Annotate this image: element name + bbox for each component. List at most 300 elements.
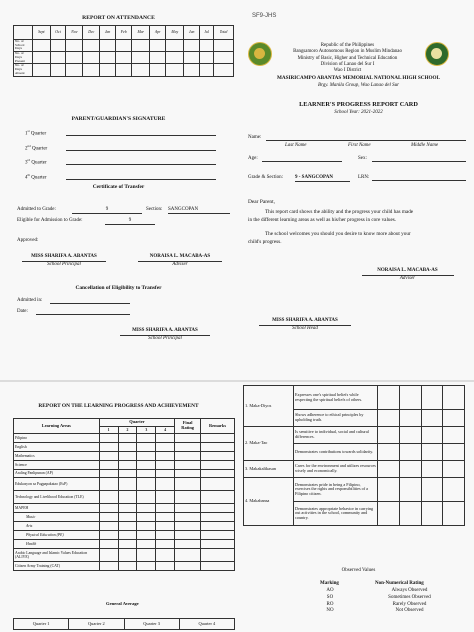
grade-cell[interactable] (118, 548, 137, 561)
attendance-cell[interactable] (132, 52, 150, 64)
grade-cell[interactable] (175, 478, 201, 491)
quarter-number: 4 (25, 175, 28, 181)
approved-label: Approved: (17, 238, 39, 243)
grades-body (14, 434, 235, 571)
subject-name: Science (14, 460, 100, 469)
grades-table (13, 418, 235, 571)
grade-cell[interactable] (99, 434, 118, 443)
attendance-cell[interactable] (33, 40, 51, 52)
grade-cell[interactable] (201, 451, 235, 460)
grade-cell[interactable] (137, 513, 156, 522)
value-rating-cell[interactable] (399, 386, 421, 410)
attendance-month-11: Total (214, 26, 234, 40)
attendance-cell[interactable] (66, 64, 83, 76)
subject-row (14, 460, 235, 469)
attendance-cell[interactable] (100, 52, 116, 64)
grade-cell[interactable] (156, 451, 175, 460)
quarter-col-3: 3 (137, 427, 156, 434)
grade-cell[interactable] (99, 451, 118, 460)
cancellation-principal-name: MISS SHARIFA A. ABANTAS (132, 328, 198, 333)
quarter-number: 2 (25, 146, 28, 152)
grade-cell[interactable] (156, 504, 175, 513)
grade-cell[interactable] (99, 540, 118, 549)
admitted-grade-value: 9 (72, 207, 142, 214)
attendance-row-label: No. of Days Absent (14, 64, 33, 76)
grade-cell[interactable] (201, 522, 235, 531)
cancellation-title: Cancellation of Eligibility to Transfer (75, 285, 162, 291)
legend-rating: Sometimes Observed (388, 594, 431, 600)
letter-p2-line2: child's progress. (248, 239, 282, 245)
grade-cell[interactable] (201, 540, 235, 549)
grade-cell[interactable] (201, 434, 235, 443)
grade-cell[interactable] (118, 522, 137, 531)
school-year: School Year: 2021-2022 (334, 110, 383, 115)
signature-quarter-1 (25, 130, 46, 137)
attendance-cell[interactable] (132, 40, 150, 52)
header-line-2: Bangsamoro Autonomous Region in Muslim Mindanao (293, 49, 402, 55)
grade-cell[interactable] (137, 460, 156, 469)
attendance-month-7: Apr (150, 26, 166, 40)
grade-cell[interactable] (175, 504, 201, 513)
header-line-4: Division of Lanao del Sur I (320, 61, 375, 67)
attendance-cell[interactable] (33, 52, 51, 64)
value-rating-cell[interactable] (399, 461, 421, 478)
quarter-suffix: th (27, 172, 30, 177)
attendance-cell[interactable] (200, 64, 214, 76)
subject-row (14, 561, 235, 570)
grade-cell[interactable] (175, 469, 201, 478)
lrn-line (372, 180, 466, 181)
signature-quarter-2 (25, 145, 47, 152)
letter-adviser-title: Adviser (399, 276, 416, 281)
legend-rating: Always Observed (391, 588, 428, 593)
grade-cell[interactable] (175, 540, 201, 549)
value-rating-cell[interactable] (421, 502, 443, 526)
attendance-corner (14, 26, 33, 40)
value-rating-cell[interactable] (399, 478, 421, 502)
grade-cell[interactable] (137, 561, 156, 570)
subject-name: Citizen Army Training (CAT) (14, 561, 100, 570)
attendance-cell[interactable] (200, 52, 214, 64)
attendance-row-label: No. of School Days (14, 40, 33, 52)
signature-quarter-4 (25, 174, 47, 181)
grade-cell[interactable] (175, 513, 201, 522)
subject-row (14, 540, 235, 549)
value-rating-cell[interactable] (443, 502, 465, 526)
grade-cell[interactable] (118, 478, 137, 491)
subject-row (14, 504, 235, 513)
signature-title: PARENT/GUARDIAN'S SIGNATURE (71, 116, 166, 122)
grade-cell[interactable] (137, 451, 156, 460)
value-rating-cell[interactable] (443, 461, 465, 478)
value-rating-cell[interactable] (421, 461, 443, 478)
attendance-cell[interactable] (100, 64, 116, 76)
value-rating-cell[interactable] (378, 478, 400, 502)
attendance-row (14, 40, 234, 52)
core-value-name: 2. Maka-Tao (244, 427, 294, 461)
grade-cell[interactable] (156, 491, 175, 504)
grade-cell[interactable] (118, 513, 137, 522)
grade-cell[interactable] (118, 451, 137, 460)
subject-name: Filipino (14, 434, 100, 443)
grade-cell[interactable] (137, 442, 156, 451)
value-rating-cell[interactable] (378, 427, 400, 444)
signature-line[interactable] (66, 179, 216, 180)
grade-cell[interactable] (137, 478, 156, 491)
attendance-table (13, 25, 234, 77)
quarter-number: 1 (25, 131, 28, 137)
subject-name: Araling Panlipunan (AP) (14, 469, 100, 478)
subject-name: Physical Education (PE) (14, 531, 100, 540)
quarter-label: Quarter (31, 146, 48, 152)
grade-cell[interactable] (156, 531, 175, 540)
first-name-caption: First Name (348, 143, 371, 148)
attendance-cell[interactable] (214, 64, 234, 76)
grade-cell[interactable] (156, 469, 175, 478)
admitted-in-line (50, 303, 130, 304)
remarks-header: Remarks (201, 419, 235, 434)
value-rating-cell[interactable] (421, 427, 443, 444)
grade-cell[interactable] (99, 469, 118, 478)
grade-cell[interactable] (175, 451, 201, 460)
grade-cell[interactable] (99, 442, 118, 451)
subject-name: Edukasyon sa Pagpapakatao (EsP) (14, 478, 100, 491)
sex-label: Sex: (358, 156, 367, 161)
signature-line[interactable] (66, 135, 216, 136)
grade-cell[interactable] (118, 531, 137, 540)
eligible-grade-value: 9 (105, 218, 155, 225)
grade-cell[interactable] (99, 561, 118, 570)
grade-cell[interactable] (201, 491, 235, 504)
card-title: LEARNER'S PROGRESS REPORT CARD (299, 101, 418, 108)
grade-cell[interactable] (156, 434, 175, 443)
value-rating-cell[interactable] (443, 478, 465, 502)
grade-cell[interactable] (156, 561, 175, 570)
attendance-row (14, 52, 234, 64)
attendance-month-1: Oct (50, 26, 66, 40)
value-rating-cell[interactable] (399, 410, 421, 427)
form-code: SF9-JHS (252, 13, 277, 19)
grade-cell[interactable] (156, 540, 175, 549)
cancellation-principal-title: School Principal (148, 336, 182, 341)
value-rating-cell[interactable] (421, 386, 443, 410)
letter-adviser-name: NORAISA L. MACABA-AS (377, 268, 438, 273)
letter-head-name: MISS SHARIFA A. ABANTAS (272, 318, 338, 323)
grade-cell[interactable] (175, 434, 201, 443)
grade-cell[interactable] (201, 548, 235, 561)
attendance-cell[interactable] (214, 52, 234, 64)
grade-cell[interactable] (118, 491, 137, 504)
subject-name: Arabic Language and Islamic Values Education (ALIVE) (14, 548, 100, 561)
value-rating-cell[interactable] (443, 410, 465, 427)
value-rating-cell[interactable] (443, 427, 465, 444)
grade-cell[interactable] (156, 478, 175, 491)
section-label: Section: (146, 207, 163, 212)
attendance-month-8: May (166, 26, 184, 40)
grade-cell[interactable] (156, 513, 175, 522)
attendance-cell[interactable] (166, 64, 184, 76)
value-rating-cell[interactable] (378, 461, 400, 478)
attendance-cell[interactable] (100, 40, 116, 52)
attendance-title: REPORT ON ATTENDANCE (82, 15, 155, 21)
attendance-cell[interactable] (115, 64, 132, 76)
age-label: Age: (248, 156, 258, 161)
transfer-principal-name: MISS SHARIFA A. ABANTAS (31, 254, 97, 259)
behavior-statement: Is sensitive to individual, social and cultural differences. (294, 427, 378, 444)
signature-quarter-3 (25, 159, 47, 166)
core-value-row (244, 478, 465, 502)
sex-line (372, 161, 466, 162)
grade-cell[interactable] (201, 478, 235, 491)
grade-cell[interactable] (118, 561, 137, 570)
attendance-month-3: Dec (83, 26, 100, 40)
age-line (262, 161, 342, 162)
grade-cell[interactable] (175, 531, 201, 540)
name-label: Name: (248, 135, 262, 140)
signature-line[interactable] (66, 150, 216, 151)
grade-cell[interactable] (137, 522, 156, 531)
grade-cell[interactable] (99, 491, 118, 504)
grade-cell[interactable] (99, 522, 118, 531)
attendance-month-2: Nov (66, 26, 83, 40)
rating-header: Non-Numerical Rating (375, 581, 424, 586)
grade-cell[interactable] (99, 548, 118, 561)
value-rating-cell[interactable] (399, 444, 421, 461)
attendance-cell[interactable] (184, 52, 200, 64)
grade-cell[interactable] (137, 548, 156, 561)
grade-cell[interactable] (99, 504, 118, 513)
grades-title: REPORT ON THE LEARNING PROGRESS AND ACHIEVEMENT (38, 403, 199, 409)
transfer-adviser-name: NORAISA L. MACABA-AS (149, 254, 211, 259)
core-values-body (244, 386, 465, 526)
attendance-month-0: Sept (33, 26, 51, 40)
attendance-row-label: No. of Days Present (14, 52, 33, 64)
transfer-title: Certificate of Transfer (92, 184, 145, 190)
attendance-cell[interactable] (184, 40, 200, 52)
legend-mark: AO (326, 588, 334, 593)
subject-row (14, 469, 235, 478)
footer-quarter-4: Quarter 4 (179, 619, 234, 630)
grade-cell[interactable] (201, 504, 235, 513)
school-seal-icon (425, 42, 449, 66)
quarter-suffix: nd (27, 143, 31, 148)
attendance-month-9: Jun (184, 26, 200, 40)
grade-cell[interactable] (156, 522, 175, 531)
letter-salutation: Dear Parent, (248, 199, 275, 205)
grade-cell[interactable] (99, 460, 118, 469)
subject-name: Music (14, 513, 100, 522)
middle-name-caption: Middle Name (411, 143, 439, 148)
attendance-cell[interactable] (115, 40, 132, 52)
quarter-label: Quarter (31, 160, 47, 166)
attendance-cell[interactable] (214, 40, 234, 52)
subject-row (14, 442, 235, 451)
legend-mark: SO (326, 594, 334, 600)
attendance-cell[interactable] (50, 40, 66, 52)
grade-cell[interactable] (118, 434, 137, 443)
subject-row (14, 451, 235, 460)
grade-cell[interactable] (201, 561, 235, 570)
attendance-cell[interactable] (184, 64, 200, 76)
legend-mark: RO (326, 601, 334, 607)
subject-row (14, 478, 235, 491)
admitted-in-label: Admitted in: (17, 298, 43, 303)
subject-name: Health (14, 540, 100, 549)
letter-head-title: School Head (292, 326, 318, 331)
core-value-name: 4. Makabansa (244, 478, 294, 526)
ministry-seal-icon (248, 42, 272, 66)
subject-row (14, 513, 235, 522)
report-card-back (0, 382, 474, 632)
grade-cell[interactable] (137, 540, 156, 549)
grade-cell[interactable] (118, 442, 137, 451)
quarter-footer-table (13, 618, 235, 630)
value-rating-cell[interactable] (378, 410, 400, 427)
letter-p2-line1: The school welcomes you should you desire to know more about your (265, 231, 411, 237)
grade-cell[interactable] (137, 434, 156, 443)
attendance-cell[interactable] (166, 52, 184, 64)
attendance-cell[interactable] (150, 52, 166, 64)
attendance-month-10: Jul (200, 26, 214, 40)
value-rating-cell[interactable] (399, 502, 421, 526)
grade-cell[interactable] (201, 531, 235, 540)
attendance-cell[interactable] (66, 40, 83, 52)
header-line-1: Republic of the Philippines (320, 43, 375, 48)
grade-cell[interactable] (175, 442, 201, 451)
core-value-name: 1. Maka-Diyos (244, 386, 294, 427)
school-seal-center-icon (431, 48, 442, 59)
ministry-seal-center-icon (254, 48, 265, 59)
attendance-cell[interactable] (115, 52, 132, 64)
section-value: SANGCOPAN (168, 207, 230, 214)
grade-cell[interactable] (175, 561, 201, 570)
behavior-statement: Expresses one's spiritual beliefs while respecting the spiritual beliefs of others. (294, 386, 378, 410)
grade-cell[interactable] (156, 548, 175, 561)
core-value-row (244, 386, 465, 410)
grade-cell[interactable] (201, 442, 235, 451)
header-line-3: Ministry of Basic, Higher and Technical Education (297, 55, 398, 61)
attendance-cell[interactable] (83, 52, 100, 64)
lrn-label: LRN: (358, 175, 370, 180)
attendance-cell[interactable] (66, 52, 83, 64)
quarter-suffix: st (27, 129, 30, 133)
attendance-cell[interactable] (33, 64, 51, 76)
grades-header-row-1 (14, 419, 235, 427)
grade-cell[interactable] (118, 469, 137, 478)
school-name: MASIRICAMPO ABANTAS MEMORIAL NATIONAL HIGH SCHOOL (276, 75, 441, 81)
signature-line[interactable] (66, 164, 216, 165)
grade-cell[interactable] (175, 460, 201, 469)
attendance-header-row (14, 26, 234, 40)
behavior-statement: Cares for the environment and utilizes resources wisely and economically. (294, 461, 378, 478)
grade-cell[interactable] (175, 548, 201, 561)
subject-row (14, 491, 235, 504)
subject-name: Mathematics (14, 451, 100, 460)
final-rating-header: Final Rating (175, 419, 201, 434)
attendance-cell[interactable] (83, 40, 100, 52)
attendance-cell[interactable] (200, 40, 214, 52)
eligible-grade-label: Eligible for Admission to Grade: (17, 218, 83, 223)
value-rating-cell[interactable] (421, 444, 443, 461)
attendance-cell[interactable] (50, 52, 66, 64)
grade-cell[interactable] (118, 460, 137, 469)
grade-cell[interactable] (118, 540, 137, 549)
attendance-row (14, 64, 234, 76)
value-rating-cell[interactable] (443, 444, 465, 461)
observed-values-title: Observed Values (341, 568, 376, 573)
header-line-5: Wao I District (333, 68, 362, 74)
grade-cell[interactable] (156, 460, 175, 469)
subject-name: MAPEH (14, 504, 100, 513)
grade-cell[interactable] (118, 504, 137, 513)
subject-row (14, 531, 235, 540)
attendance-body (14, 40, 234, 77)
grade-section-label: Grade & Section: (248, 175, 283, 180)
grade-cell[interactable] (99, 513, 118, 522)
attendance-cell[interactable] (150, 40, 166, 52)
grade-cell[interactable] (137, 504, 156, 513)
quarter-col-2: 2 (118, 427, 137, 434)
attendance-month-5: Feb (115, 26, 132, 40)
grade-cell[interactable] (201, 469, 235, 478)
core-value-name: 3. Makakalikasan (244, 461, 294, 478)
value-rating-cell[interactable] (378, 444, 400, 461)
quarter-col-1: 1 (99, 427, 118, 434)
attendance-cell[interactable] (132, 64, 150, 76)
grade-cell[interactable] (201, 460, 235, 469)
legend-rating: Rarely Observed (392, 601, 427, 607)
quarter-header: Quarter (99, 419, 175, 427)
attendance-cell[interactable] (83, 64, 100, 76)
grade-cell[interactable] (137, 531, 156, 540)
attendance-cell[interactable] (50, 64, 66, 76)
subject-row (14, 522, 235, 531)
quarter-label: Quarter (31, 175, 47, 181)
behavior-statement: Demonstrates contributions towards solidarity. (294, 444, 378, 461)
letter-p1-line2: in the different learning areas as well as his/her progress in core values. (248, 217, 397, 223)
grade-cell[interactable] (137, 491, 156, 504)
quarter-footer-row (14, 619, 235, 630)
value-rating-cell[interactable] (378, 502, 400, 526)
legend-mark: NO (326, 608, 334, 614)
footer-quarter-2: Quarter 2 (69, 619, 124, 630)
attendance-month-6: Mar (132, 26, 150, 40)
grade-cell[interactable] (99, 478, 118, 491)
behavior-statement: Demonstrates appropriate behavior in carrying out activities in the school, community and country. (294, 502, 378, 526)
value-rating-cell[interactable] (378, 386, 400, 410)
grade-cell[interactable] (201, 513, 235, 522)
grade-cell[interactable] (137, 469, 156, 478)
attendance-cell[interactable] (166, 40, 184, 52)
grade-cell[interactable] (175, 522, 201, 531)
footer-quarter-1: Quarter 1 (14, 619, 69, 630)
date-label: Date: (17, 309, 28, 314)
attendance-cell[interactable] (150, 64, 166, 76)
value-rating-cell[interactable] (421, 478, 443, 502)
attendance-month-4: Jan (100, 26, 116, 40)
date-line (36, 314, 130, 315)
grade-cell[interactable] (156, 442, 175, 451)
value-rating-cell[interactable] (421, 410, 443, 427)
value-rating-cell[interactable] (443, 386, 465, 410)
grade-cell[interactable] (175, 491, 201, 504)
quarter-col-4: 4 (156, 427, 175, 434)
marking-header: Marking (320, 581, 339, 586)
behavior-statement: Shows adherence to ethical principles by upholding truth. (294, 410, 378, 427)
grade-cell[interactable] (99, 531, 118, 540)
name-line (266, 140, 466, 141)
value-rating-cell[interactable] (399, 427, 421, 444)
